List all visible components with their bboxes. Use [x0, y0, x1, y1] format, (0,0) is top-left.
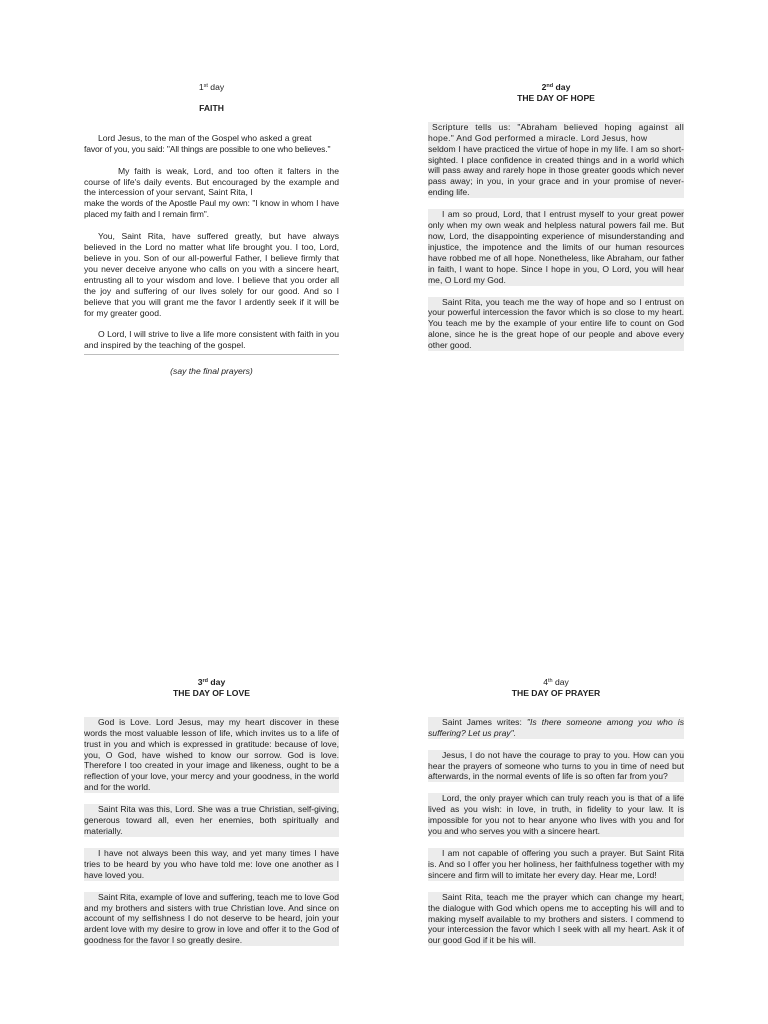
day1-paragraph-1b: favor of you, you said: "All things are possible to one who believes.": [84, 143, 331, 154]
day1-divider: [84, 354, 339, 355]
day3-column: [84, 677, 339, 946]
day3-ordinal: rd: [202, 678, 209, 684]
day3-day-word: day: [210, 677, 226, 687]
day4-title: THE DAY OF PRAYER: [511, 687, 601, 698]
day1-paragraph-2a: My faith is weak, Lord, and too often it falters in the course of life's daily events. But encouraged by the example and the intercession of your servant, Saint Rita, I: [84, 165, 339, 198]
day4-ordinal: th: [547, 678, 553, 684]
day2-paragraph-2: I am so proud, Lord, that I entrust myself to your great power only when my own weak and helpless natural powers fail me. But now, Lord, the disappointing experience of misunderstanding and injustice, the impotence and the limits of our human resources have robbed me of all hope. Nonetheless, like Abraham, our father in faith, I want to hope. Since I hope in you, O Lord, you will hear me, O Lord my God.: [428, 209, 684, 285]
day2-title: THE DAY OF HOPE: [517, 92, 595, 103]
day4-paragraph-1-quote: "Is there someone among you who is suffering? Let us pray".: [428, 716, 684, 738]
day1-final-prayers-note: (say the final prayers): [170, 366, 253, 377]
day2-day-word: day: [555, 82, 571, 92]
day1-number: 1: [198, 82, 204, 92]
day1-day-word: day: [210, 82, 225, 92]
day4-paragraph-5: Saint Rita, teach me the prayer which can change my heart, the dialogue with God which opens me to accepting his will and to making myself available to my brothers and sisters. I commend to your intercession the favor which I seek with all my heart. Ask it of our good God if it be his will.: [428, 891, 684, 946]
day2-paragraph-1: [428, 122, 684, 198]
day3-paragraph-1: God is Love. Lord Jesus, may my heart discover in these words the most valuable lesson of life, which invites us to a life of trust in you and which is expressed in gratitude: because of love, you, O God, have wished to know our sorrow. God is love. Therefore I too created in your image and likeness, ought to be a reflection of your love, your mercy and your goodness, in the world and for the world.: [84, 716, 339, 793]
day2-ordinal: nd: [546, 83, 554, 89]
day3-paragraph-4: Saint Rita, example of love and suffering, teach me to love God and my brothers and sisters with true Christian love. And since on account of my selfishness I do not deserve to be heard, join your ardent love with my desire to grow in love and offer it to the God of goodness for the favor I so greatly desire.: [84, 891, 339, 946]
day1-paragraph-3: You, Saint Rita, have suffered greatly, but have always believed in the Lord no matter what life brought you. I too, Lord, believe in you. Son of our all-powerful Father, I believe firmly that you never deceive anyone who calls on you with a sincere heart, entrusting all to your wisdom and love. I believe that you order all the joy and suffering of our lives solely for our good. And so I believe that you will grant me the favor I ardently seek if it will be for my greater good.: [84, 231, 339, 318]
day1-title: FAITH: [199, 102, 224, 113]
day4-paragraph-3: Lord, the only prayer which can truly reach you is that of a life lived as you wish: in love, in truth, in fidelity to your law. It is impossible for you not to hear anyone who lives with you and for you and who serves you with a sincere heart.: [428, 793, 684, 837]
day3-day-label: [84, 677, 339, 688]
day4-column: [428, 677, 684, 946]
day4-day-label: [428, 677, 684, 688]
day4-paragraph-4: I am not capable of offering you such a prayer. But Saint Rita is. And so I offer you her holiness, her faithfulness together with my sincere and firm will to imitate her every day. Hear me, Lord!: [428, 847, 684, 880]
day2-number: 2: [541, 82, 547, 92]
day2-paragraph-1b: seldom I have practiced the virtue of hope in my life. I am so short-sighted. I place confidence in created things and in a world which will pass away and rarely hope in those greater goods which never pass away; in you, in your grace and in your promise of never-ending life.: [428, 143, 684, 198]
day2-paragraph-1a: Scripture tells us: "Abraham believed hoping against all hope." And God performed a miracle. Lord Jesus, how: [428, 121, 684, 143]
day1-ordinal: st: [203, 83, 208, 89]
day4-paragraph-1: [428, 717, 684, 739]
day1-column: [84, 82, 339, 377]
day1-paragraph-2b: make the words of the Apostle Paul my own: "I know in whom I have placed my faith and I remain firm".: [84, 198, 339, 220]
day3-paragraph-3: I have not always been this way, and yet many times I have tries to be heard by you who have told me: love one another as I have loved you.: [84, 847, 339, 880]
day2-day-label: [428, 82, 684, 93]
day2-column: [428, 82, 684, 351]
day4-number: 4: [543, 677, 548, 687]
day4-paragraph-2: Jesus, I do not have the courage to pray to you. How can you hear the prayers of someone who turns to you in time of need but afterwards, in the normal events of life is so often far from you?: [428, 749, 684, 782]
day4-day-word: day: [554, 677, 569, 687]
day3-title: THE DAY OF LOVE: [173, 687, 250, 698]
day1-day-label: [84, 82, 339, 93]
day3-number: 3: [197, 677, 203, 687]
day4-paragraph-1-lead: Saint James writes:: [442, 716, 527, 727]
day1-paragraph-4: O Lord, I will strive to live a life more consistent with faith in you and inspired by the teaching of the gospel.: [84, 329, 339, 351]
day3-paragraph-2: Saint Rita was this, Lord. She was a true Christian, self-giving, generous toward all, even her enemies, both spiritually and materially.: [84, 804, 339, 836]
day1-paragraph-1a: Lord Jesus, to the man of the Gospel who asked a great: [98, 132, 312, 143]
day2-paragraph-3: Saint Rita, you teach me the way of hope and so I entrust on your powerful intercession the favor which is so close to my heart. You teach me by the example of your entire life to count on God alone, since he is the great hope of our people and above every other good.: [428, 296, 684, 351]
